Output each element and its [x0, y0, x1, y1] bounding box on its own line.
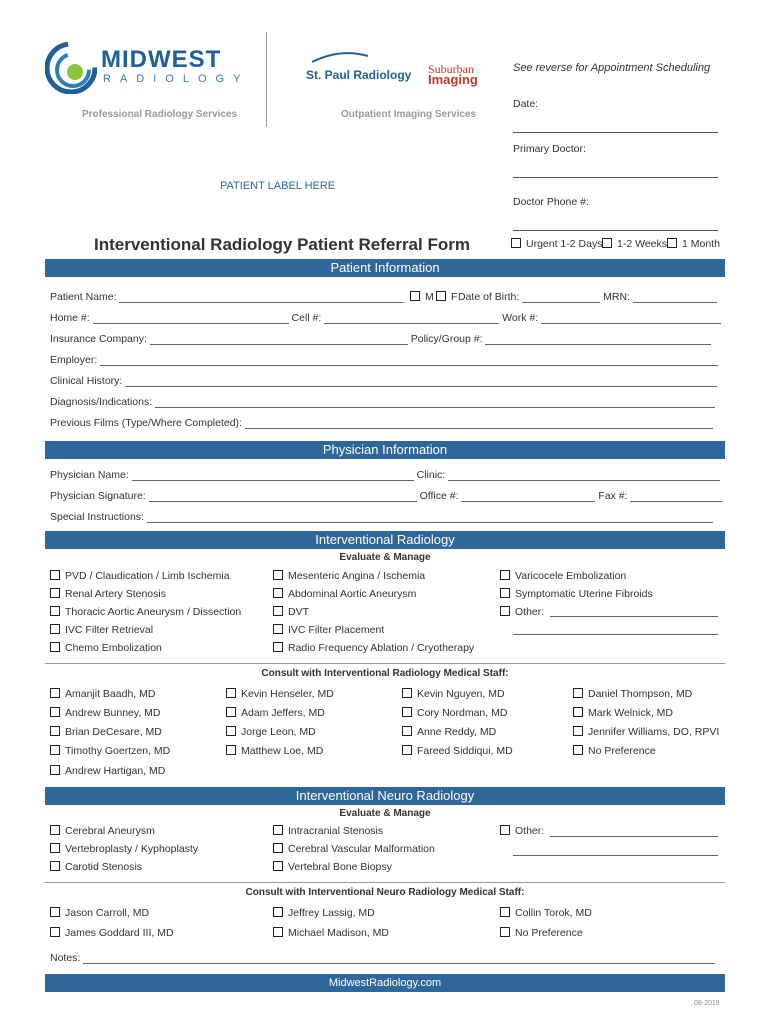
ir-option-label: Varicocele Embolization [515, 570, 627, 582]
midwest-logo [45, 42, 250, 102]
inr-staff-item[interactable] [500, 907, 592, 919]
notes-field[interactable] [83, 962, 715, 964]
stpaul-swoosh-icon [310, 50, 370, 64]
clinical-row [50, 375, 717, 387]
suburban-name-2: Imaging [428, 72, 478, 87]
ir-option-label: Radio Frequency Ablation / Cryotherapy [288, 642, 475, 654]
midwest-tagline: Professional Radiology Services [82, 109, 238, 120]
physician-name-row [50, 469, 720, 481]
website-bar: MidwestRadiology.com [45, 974, 725, 992]
date-label: Date: [513, 98, 539, 110]
inr-other-field-2[interactable] [513, 855, 718, 856]
ir-staff-item[interactable] [226, 745, 323, 757]
special-field[interactable] [147, 521, 713, 523]
ir-staff-item[interactable] [226, 707, 325, 719]
date-field[interactable] [513, 132, 718, 133]
ir-staff-item[interactable] [50, 707, 161, 719]
checkbox-icon [50, 606, 60, 616]
ir-option-label: Abdominal Aortic Aneurysm [288, 588, 417, 600]
clinic-field[interactable] [448, 479, 720, 481]
checkbox-icon [511, 238, 521, 248]
ir-option-label: DVT [288, 606, 309, 618]
inr-staff-label: James Goddard III, MD [65, 927, 174, 939]
ir-staff-item[interactable] [573, 726, 719, 738]
checkbox-icon [273, 825, 283, 835]
diagnosis-label: Diagnosis/Indications: [50, 396, 153, 408]
ir-option[interactable] [273, 570, 425, 582]
ir-staff-item[interactable] [50, 726, 162, 738]
ir-option-label: Symptomatic Uterine Fibroids [515, 588, 653, 600]
ir-option[interactable] [50, 624, 153, 636]
inr-option[interactable] [50, 825, 155, 837]
ir-staff-item[interactable] [226, 726, 316, 738]
inr-consult-title: Consult with Interventional Neuro Radiology Medical Staff: [245, 887, 525, 898]
employer-label: Employer: [50, 354, 98, 366]
ir-staff-item[interactable] [402, 745, 513, 757]
physician-signature-row [50, 490, 722, 502]
checkbox-icon [273, 927, 283, 937]
ir-staff-label: Timothy Goertzen, MD [65, 745, 171, 757]
ir-staff-label: Kevin Nguyen, MD [417, 688, 505, 700]
inr-staff-label: No Preference [515, 927, 583, 939]
physician-info-header: Physician Information [45, 441, 725, 459]
patient-name-field[interactable] [119, 301, 404, 303]
checkbox-icon [273, 907, 283, 917]
inr-option[interactable] [273, 843, 435, 855]
ir-staff-item[interactable] [402, 688, 505, 700]
inr-option[interactable] [50, 861, 142, 873]
special-label: Special Instructions: [50, 511, 144, 523]
ir-staff-label: Andrew Bunney, MD [65, 707, 161, 719]
checkbox-icon [50, 642, 60, 652]
checkbox-icon [273, 642, 283, 652]
work-label: Work #: [502, 312, 539, 324]
checkbox-icon [273, 861, 283, 871]
ir-option-label: Renal Artery Stenosis [65, 588, 166, 600]
primary-doctor-label: Primary Doctor: [513, 143, 586, 155]
ir-staff-label: Cory Nordman, MD [417, 707, 508, 719]
ir-staff-label: Matthew Loe, MD [241, 745, 324, 757]
phone-row [50, 312, 721, 324]
special-row [50, 511, 713, 523]
checkbox-icon [273, 570, 283, 580]
ir-staff-item[interactable] [402, 726, 496, 738]
diagnosis-row [50, 396, 715, 408]
urgency-month-label: 1 Month [682, 238, 720, 250]
inr-consult-divider [45, 882, 725, 883]
dob-label: Date of Birth: [458, 291, 520, 303]
inr-option[interactable] [273, 861, 392, 873]
checkbox-icon [602, 238, 612, 248]
films-label: Previous Films (Type/Where Completed): [50, 417, 242, 429]
checkbox-icon [402, 688, 412, 698]
suburban-logo [428, 62, 498, 92]
clinical-field[interactable] [125, 385, 717, 387]
checkbox-icon [50, 707, 60, 717]
header-divider [266, 32, 267, 127]
inr-option-label: Intracranial Stenosis [288, 825, 384, 837]
ir-option[interactable] [50, 606, 241, 618]
ir-other-label: Other: [515, 606, 545, 618]
insurance-row [50, 333, 711, 345]
clinic-label: Clinic: [416, 469, 446, 481]
work-field[interactable] [541, 322, 721, 324]
home-field[interactable] [93, 322, 289, 324]
checkbox-icon [50, 765, 60, 775]
checkbox-icon [273, 588, 283, 598]
ir-staff-label: Adam Jeffers, MD [241, 707, 325, 719]
inr-staff-item[interactable] [50, 907, 149, 919]
checkbox-icon [402, 707, 412, 717]
ir-other-field[interactable] [550, 616, 718, 617]
checkbox-icon [573, 745, 583, 755]
inr-option[interactable] [50, 843, 198, 855]
signature-label: Physician Signature: [50, 490, 146, 502]
ir-staff-label: Andrew Hartigan, MD [65, 765, 166, 777]
ir-staff-item[interactable] [573, 688, 692, 700]
ir-option-label: Mesenteric Angina / Ischemia [288, 570, 426, 582]
doctor-phone-label: Doctor Phone #: [513, 196, 589, 208]
home-label: Home #: [50, 312, 90, 324]
inr-other-field[interactable] [550, 836, 718, 837]
ir-staff-label: Daniel Thompson, MD [588, 688, 693, 700]
checkbox-icon [273, 843, 283, 853]
patient-name-row [50, 291, 404, 303]
ir-consult-divider [45, 663, 725, 664]
ir-staff-item[interactable] [573, 745, 656, 757]
inr-evaluate-label: Evaluate & Manage [339, 808, 431, 819]
insurance-label: Insurance Company: [50, 333, 147, 345]
midwest-logo-name: MIDWEST [101, 46, 222, 73]
ir-staff-item[interactable] [402, 707, 507, 719]
checkbox-icon [402, 745, 412, 755]
checkbox-icon [500, 570, 510, 580]
ir-staff-label: Anne Reddy, MD [417, 726, 497, 738]
patient-label-placeholder: PATIENT LABEL HERE [220, 180, 336, 192]
checkbox-icon [500, 606, 510, 616]
checkbox-icon [50, 825, 60, 835]
signature-field[interactable] [149, 500, 417, 502]
sex-m-label: M [425, 291, 434, 303]
checkbox-icon [226, 707, 236, 717]
patient-name-label: Patient Name: [50, 291, 117, 303]
ir-other-field-2[interactable] [513, 634, 718, 635]
inr-staff-label: Collin Torok, MD [515, 907, 592, 919]
checkbox-icon [50, 624, 60, 634]
ir-staff-item[interactable] [50, 745, 170, 757]
midwest-logo-sub: RADIOLOGY [103, 73, 250, 85]
form-code: 08-2019 [694, 1000, 720, 1007]
outpatient-tagline: Outpatient Imaging Services [341, 109, 477, 120]
inr-option-label: Vertebral Bone Biopsy [288, 861, 392, 873]
ir-consult-title: Consult with Interventional Radiology Medical Staff: [261, 668, 509, 679]
suburban-name-1: Suburban [428, 62, 474, 76]
doctor-phone-field[interactable] [513, 230, 718, 231]
ir-option-label: PVD / Claudication / Limb Ischemia [65, 570, 230, 582]
inr-other-checkbox[interactable] [500, 825, 544, 837]
ir-staff-item[interactable] [573, 707, 673, 719]
ir-option[interactable] [500, 570, 626, 582]
fax-label: Fax #: [598, 490, 628, 502]
ir-staff-label: Jennifer Williams, DO, RPVI [588, 726, 720, 738]
inr-other-label: Other: [515, 825, 545, 837]
dob-row [458, 291, 717, 303]
checkbox-icon [573, 707, 583, 717]
checkbox-icon [50, 570, 60, 580]
ir-option-label: Thoracic Aortic Aneurysm / Dissection [65, 606, 242, 618]
ir-evaluate-label: Evaluate & Manage [339, 552, 431, 563]
ir-staff-label: Amanjit Baadh, MD [65, 688, 156, 700]
checkbox-icon [500, 825, 510, 835]
checkbox-icon [436, 291, 446, 301]
notes-label: Notes: [50, 952, 81, 964]
ir-staff-item[interactable] [50, 688, 155, 700]
films-field[interactable] [245, 427, 713, 429]
checkbox-icon [402, 726, 412, 736]
checkbox-icon [50, 907, 60, 917]
checkbox-icon [50, 745, 60, 755]
checkbox-icon [226, 745, 236, 755]
checkbox-icon [573, 726, 583, 736]
midwest-logo-mark-icon [45, 42, 97, 94]
checkbox-icon [50, 588, 60, 598]
form-title: Interventional Radiology Patient Referral Form [94, 235, 470, 254]
notes-row [50, 952, 715, 964]
ir-staff-item[interactable] [226, 688, 334, 700]
checkbox-icon [500, 588, 510, 598]
insurance-field[interactable] [150, 343, 408, 345]
checkbox-icon [573, 688, 583, 698]
dob-field[interactable] [522, 301, 600, 303]
primary-doctor-field[interactable] [513, 177, 718, 178]
ir-staff-label: Fareed Siddiqui, MD [417, 745, 513, 757]
inr-staff-label: Michael Madison, MD [288, 927, 389, 939]
physician-name-label: Physician Name: [50, 469, 129, 481]
employer-row [50, 354, 718, 366]
office-label: Office #: [419, 490, 459, 502]
ir-staff-label: Brian DeCesare, MD [65, 726, 162, 738]
inr-header: Interventional Neuro Radiology [45, 787, 725, 805]
mrn-label: MRN: [603, 291, 630, 303]
checkbox-icon [226, 688, 236, 698]
inr-option-label: Cerebral Aneurysm [65, 825, 155, 837]
reverse-note: See reverse for Appointment Scheduling [513, 62, 711, 74]
sex-m-checkbox[interactable] [410, 291, 434, 303]
inr-staff-item[interactable] [273, 927, 389, 939]
urgency-weeks-label: 1-2 Weeks [617, 238, 667, 250]
clinical-label: Clinical History: [50, 375, 123, 387]
stpaul-name: St. Paul Radiology [306, 68, 412, 82]
ir-option[interactable] [273, 588, 416, 600]
diagnosis-field[interactable] [155, 406, 715, 408]
checkbox-icon [500, 927, 510, 937]
policy-field[interactable] [485, 343, 711, 345]
stpaul-logo [306, 48, 416, 88]
checkbox-icon [50, 843, 60, 853]
mrn-field[interactable] [633, 301, 717, 303]
inr-option-label: Carotid Stenosis [65, 861, 143, 873]
sex-f-label: F [451, 291, 458, 303]
checkbox-icon [273, 624, 283, 634]
checkbox-icon [50, 688, 60, 698]
ir-staff-label: Mark Welnick, MD [588, 707, 673, 719]
policy-label: Policy/Group #: [410, 333, 483, 345]
ir-option[interactable] [273, 606, 309, 618]
inr-option[interactable] [273, 825, 383, 837]
inr-option-label: Cerebral Vascular Malformation [288, 843, 435, 855]
checkbox-icon [500, 907, 510, 917]
checkbox-icon [226, 726, 236, 736]
cell-label: Cell #: [291, 312, 322, 324]
inr-option-label: Vertebroplasty / Kyphoplasty [65, 843, 199, 855]
ir-option-label: IVC Filter Placement [288, 624, 385, 636]
checkbox-icon [273, 606, 283, 616]
checkbox-icon [50, 726, 60, 736]
ir-staff-label: No Preference [588, 745, 656, 757]
ir-staff-item[interactable] [50, 765, 165, 777]
checkbox-icon [50, 861, 60, 871]
ir-header: Interventional Radiology [45, 531, 725, 549]
ir-option[interactable] [273, 642, 474, 654]
office-field[interactable] [461, 500, 595, 502]
ir-option[interactable] [50, 588, 166, 600]
ir-option[interactable] [500, 588, 653, 600]
sex-f-checkbox[interactable] [436, 291, 457, 303]
cell-field[interactable] [324, 322, 499, 324]
inr-staff-item[interactable] [500, 927, 583, 939]
urgency-month-checkbox[interactable] [667, 238, 720, 250]
inr-staff-label: Jeffrey Lassig, MD [288, 907, 375, 919]
urgency-urgent-checkbox[interactable] [511, 238, 602, 250]
checkbox-icon [667, 238, 677, 248]
urgency-weeks-checkbox[interactable] [602, 238, 667, 250]
inr-staff-item[interactable] [273, 907, 375, 919]
ir-option[interactable] [50, 642, 162, 654]
fax-field[interactable] [630, 500, 722, 502]
films-row [50, 417, 713, 429]
checkbox-icon [50, 927, 60, 937]
ir-option-label: IVC Filter Retrieval [65, 624, 154, 636]
patient-info-header: Patient Information [45, 259, 725, 277]
ir-option[interactable] [50, 570, 230, 582]
ir-staff-label: Kevin Henseler, MD [241, 688, 334, 700]
inr-staff-label: Jason Carroll, MD [65, 907, 150, 919]
ir-other-checkbox[interactable] [500, 606, 544, 618]
employer-field[interactable] [100, 364, 718, 366]
checkbox-icon [410, 291, 420, 301]
urgency-urgent-label: Urgent 1-2 Days [526, 238, 603, 250]
physician-name-field[interactable] [132, 479, 414, 481]
ir-staff-label: Jorge Leon, MD [241, 726, 316, 738]
inr-staff-item[interactable] [50, 927, 174, 939]
ir-option-label: Chemo Embolization [65, 642, 162, 654]
ir-option[interactable] [273, 624, 384, 636]
